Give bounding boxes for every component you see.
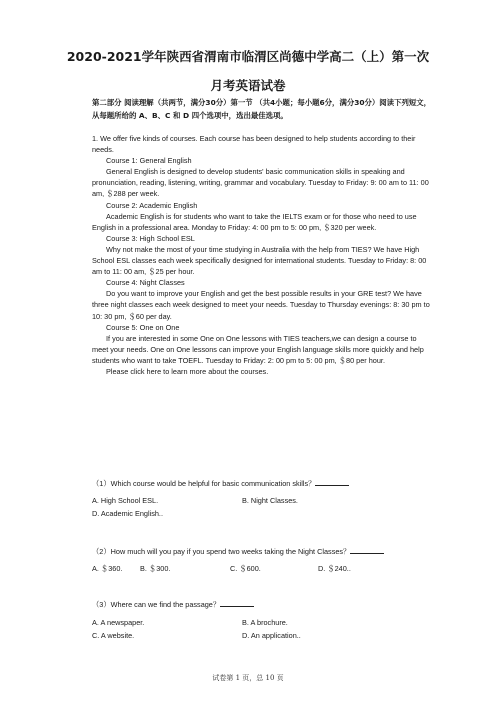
course-2-text: Academic English is for students who want to take the IELTS exam or for those who need to use English in a professional area. Monday to Friday: 4: 00 pm to 5: 00 pm, ＄320 per week.: [92, 211, 417, 232]
answer-blank: [350, 546, 384, 554]
course-4-title: Course 4: Night Classes: [106, 278, 185, 288]
question-3-options-row1: [92, 617, 437, 628]
course-3-title: Course 3: High School ESL: [106, 233, 195, 243]
passage-outro: Please click here to learn more about the courses.: [106, 366, 269, 376]
course-5-text: If you are interested in some One on One lessons with TIES teachers,we can design a course to meet your needs. One on One lessons can improve your English language skills more quickly and help students who want to take TOEFL. Tuesday to Friday: 2: 00 pm to 5: 00 pm, ＄80 per hour.: [92, 333, 424, 365]
option-a: A. ＄360.: [92, 564, 123, 573]
course-3-text: Why not make the most of your time studying in Australia with the help from TIES? We have High School ESL classes each week specifically designed for international students. Tuesday to Friday: 8: 00 am to 11: 00 am, ＄25 per hour.: [92, 244, 427, 277]
question-1-options-row2: [92, 508, 437, 519]
question-1-stem: [92, 478, 437, 489]
question-1-options-row1: [92, 495, 437, 506]
section-heading: 第二部分 阅读理解（共两节，满分30分）第一节 （共4小题；每小题6分，满分30分）阅读下列短文，从每题所给的 A、B、C 和 D 四个选项中，选出最佳选项。: [92, 98, 432, 120]
option-d: D. Academic English..: [92, 509, 163, 518]
exam-title-line2: 月考英语试卷: [210, 78, 286, 93]
course-1-text: General English is designed to develop students' basic communication skills in speaking and pronunciation, reading, listening, writing, grammar and vocabulary. Tuesday to Friday: 9: 00 am to 11: 00 am, ＄288 per week.: [92, 167, 429, 199]
course-2-title: Course 2: Academic English: [106, 200, 198, 210]
option-b: B. Night Classes.: [242, 496, 298, 505]
answer-blank: [220, 599, 254, 607]
exam-title-line1: 2020-2021学年陕西省渭南市临渭区尚德中学高二（上）第一次: [66, 49, 430, 64]
option-b: B. A brochure.: [242, 618, 288, 627]
question-2-stem: [92, 546, 437, 557]
option-b: B. ＄300.: [140, 564, 171, 573]
page-footer: 试卷第 1 页，总 10 页: [212, 674, 284, 682]
answer-blank: [315, 478, 349, 486]
question-1-text: （1）Which course would be helpful for basic communication skills？: [92, 479, 316, 488]
option-d: D. An application..: [242, 631, 301, 640]
course-1-title: Course 1: General English: [106, 156, 192, 166]
reading-passage: [92, 133, 430, 377]
question-2-text: （2）How much will you pay if you spend two weeks taking the Night Classes？: [92, 547, 351, 556]
option-a: A. High School ESL.: [92, 496, 159, 505]
option-a: A. A newspaper.: [92, 618, 145, 627]
question-3-text: （3）Where can we find the passage？: [92, 600, 221, 609]
passage-intro: 1. We offer five kinds of courses. Each course has been designed to help students according to their needs.: [92, 134, 416, 155]
course-5-title: Course 5: One on One: [106, 322, 180, 332]
option-c: C. ＄600.: [230, 564, 261, 573]
question-2-options-row1: [92, 563, 437, 574]
question-3-options-row2: [92, 630, 437, 641]
course-4-text: Do you want to improve your English and get the best possible results in your GRE test? We have three night classes each week designed to meet your needs. Tuesday to Thursday evenings: 8: 30 pm to 10: 30 pm, ＄60 per day.: [92, 289, 430, 321]
option-d: D. ＄240..: [318, 564, 351, 573]
question-3-stem: [92, 599, 437, 610]
option-c: C. A website.: [92, 631, 135, 640]
